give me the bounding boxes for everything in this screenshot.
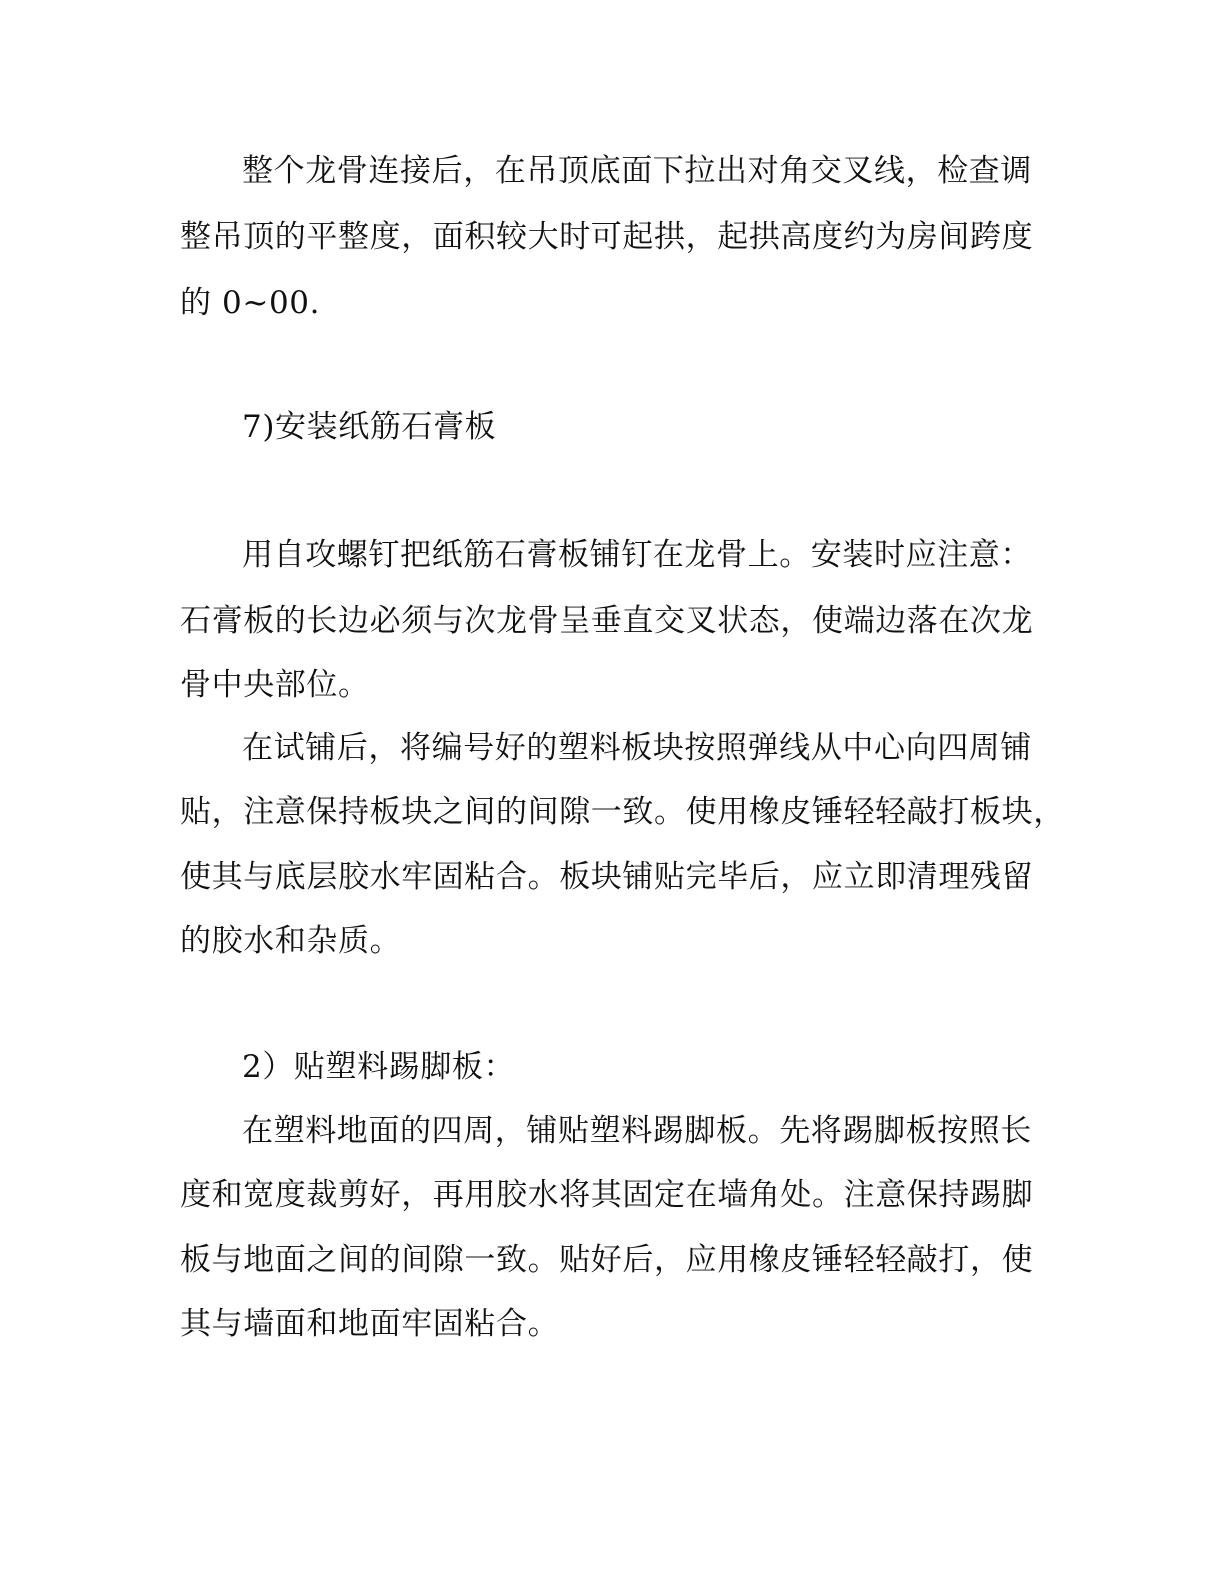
- text-line: 整吊顶的平整度，面积较大时可起拱，起拱高度约为房间跨度: [180, 219, 1034, 255]
- text-line: 其与墙面和地面牢固粘合。: [180, 1306, 560, 1342]
- heading-plastic-skirting: 2）贴塑料踢脚板：: [242, 1049, 516, 1085]
- text-line: 石膏板的长边必须与次龙骨呈垂直交叉状态，使端边落在次龙: [180, 603, 1034, 639]
- text-line: 使其与底层胶水牢固粘合。板块铺贴完毕后，应立即清理残留: [180, 859, 1034, 895]
- text-line: 整个龙骨连接后，在吊顶底面下拉出对角交叉线，检查调: [242, 153, 1032, 189]
- heading-install-gypsum-board: 7)安装纸筋石膏板: [242, 409, 497, 445]
- text-line: 用自攻螺钉把纸筋石膏板铺钉在龙骨上。安装时应注意：: [242, 537, 1032, 573]
- text-line: 骨中央部位。: [180, 667, 370, 703]
- text-line: 贴，注意保持板块之间的间隙一致。使用橡皮锤轻轻敲打板块，: [180, 794, 1065, 830]
- text-line: 的 0~00.: [180, 285, 321, 321]
- text-line: 度和宽度裁剪好，再用胶水将其固定在墙角处。注意保持踢脚: [180, 1177, 1034, 1213]
- text-line: 的胶水和杂质。: [180, 923, 402, 959]
- text-line: 在试铺后，将编号好的塑料板块按照弹线从中心向四周铺: [242, 730, 1032, 766]
- text-line: 在塑料地面的四周，铺贴塑料踢脚板。先将踢脚板按照长: [242, 1113, 1032, 1149]
- text-line: 板与地面之间的间隙一致。贴好后，应用橡皮锤轻轻敲打，使: [180, 1242, 1034, 1278]
